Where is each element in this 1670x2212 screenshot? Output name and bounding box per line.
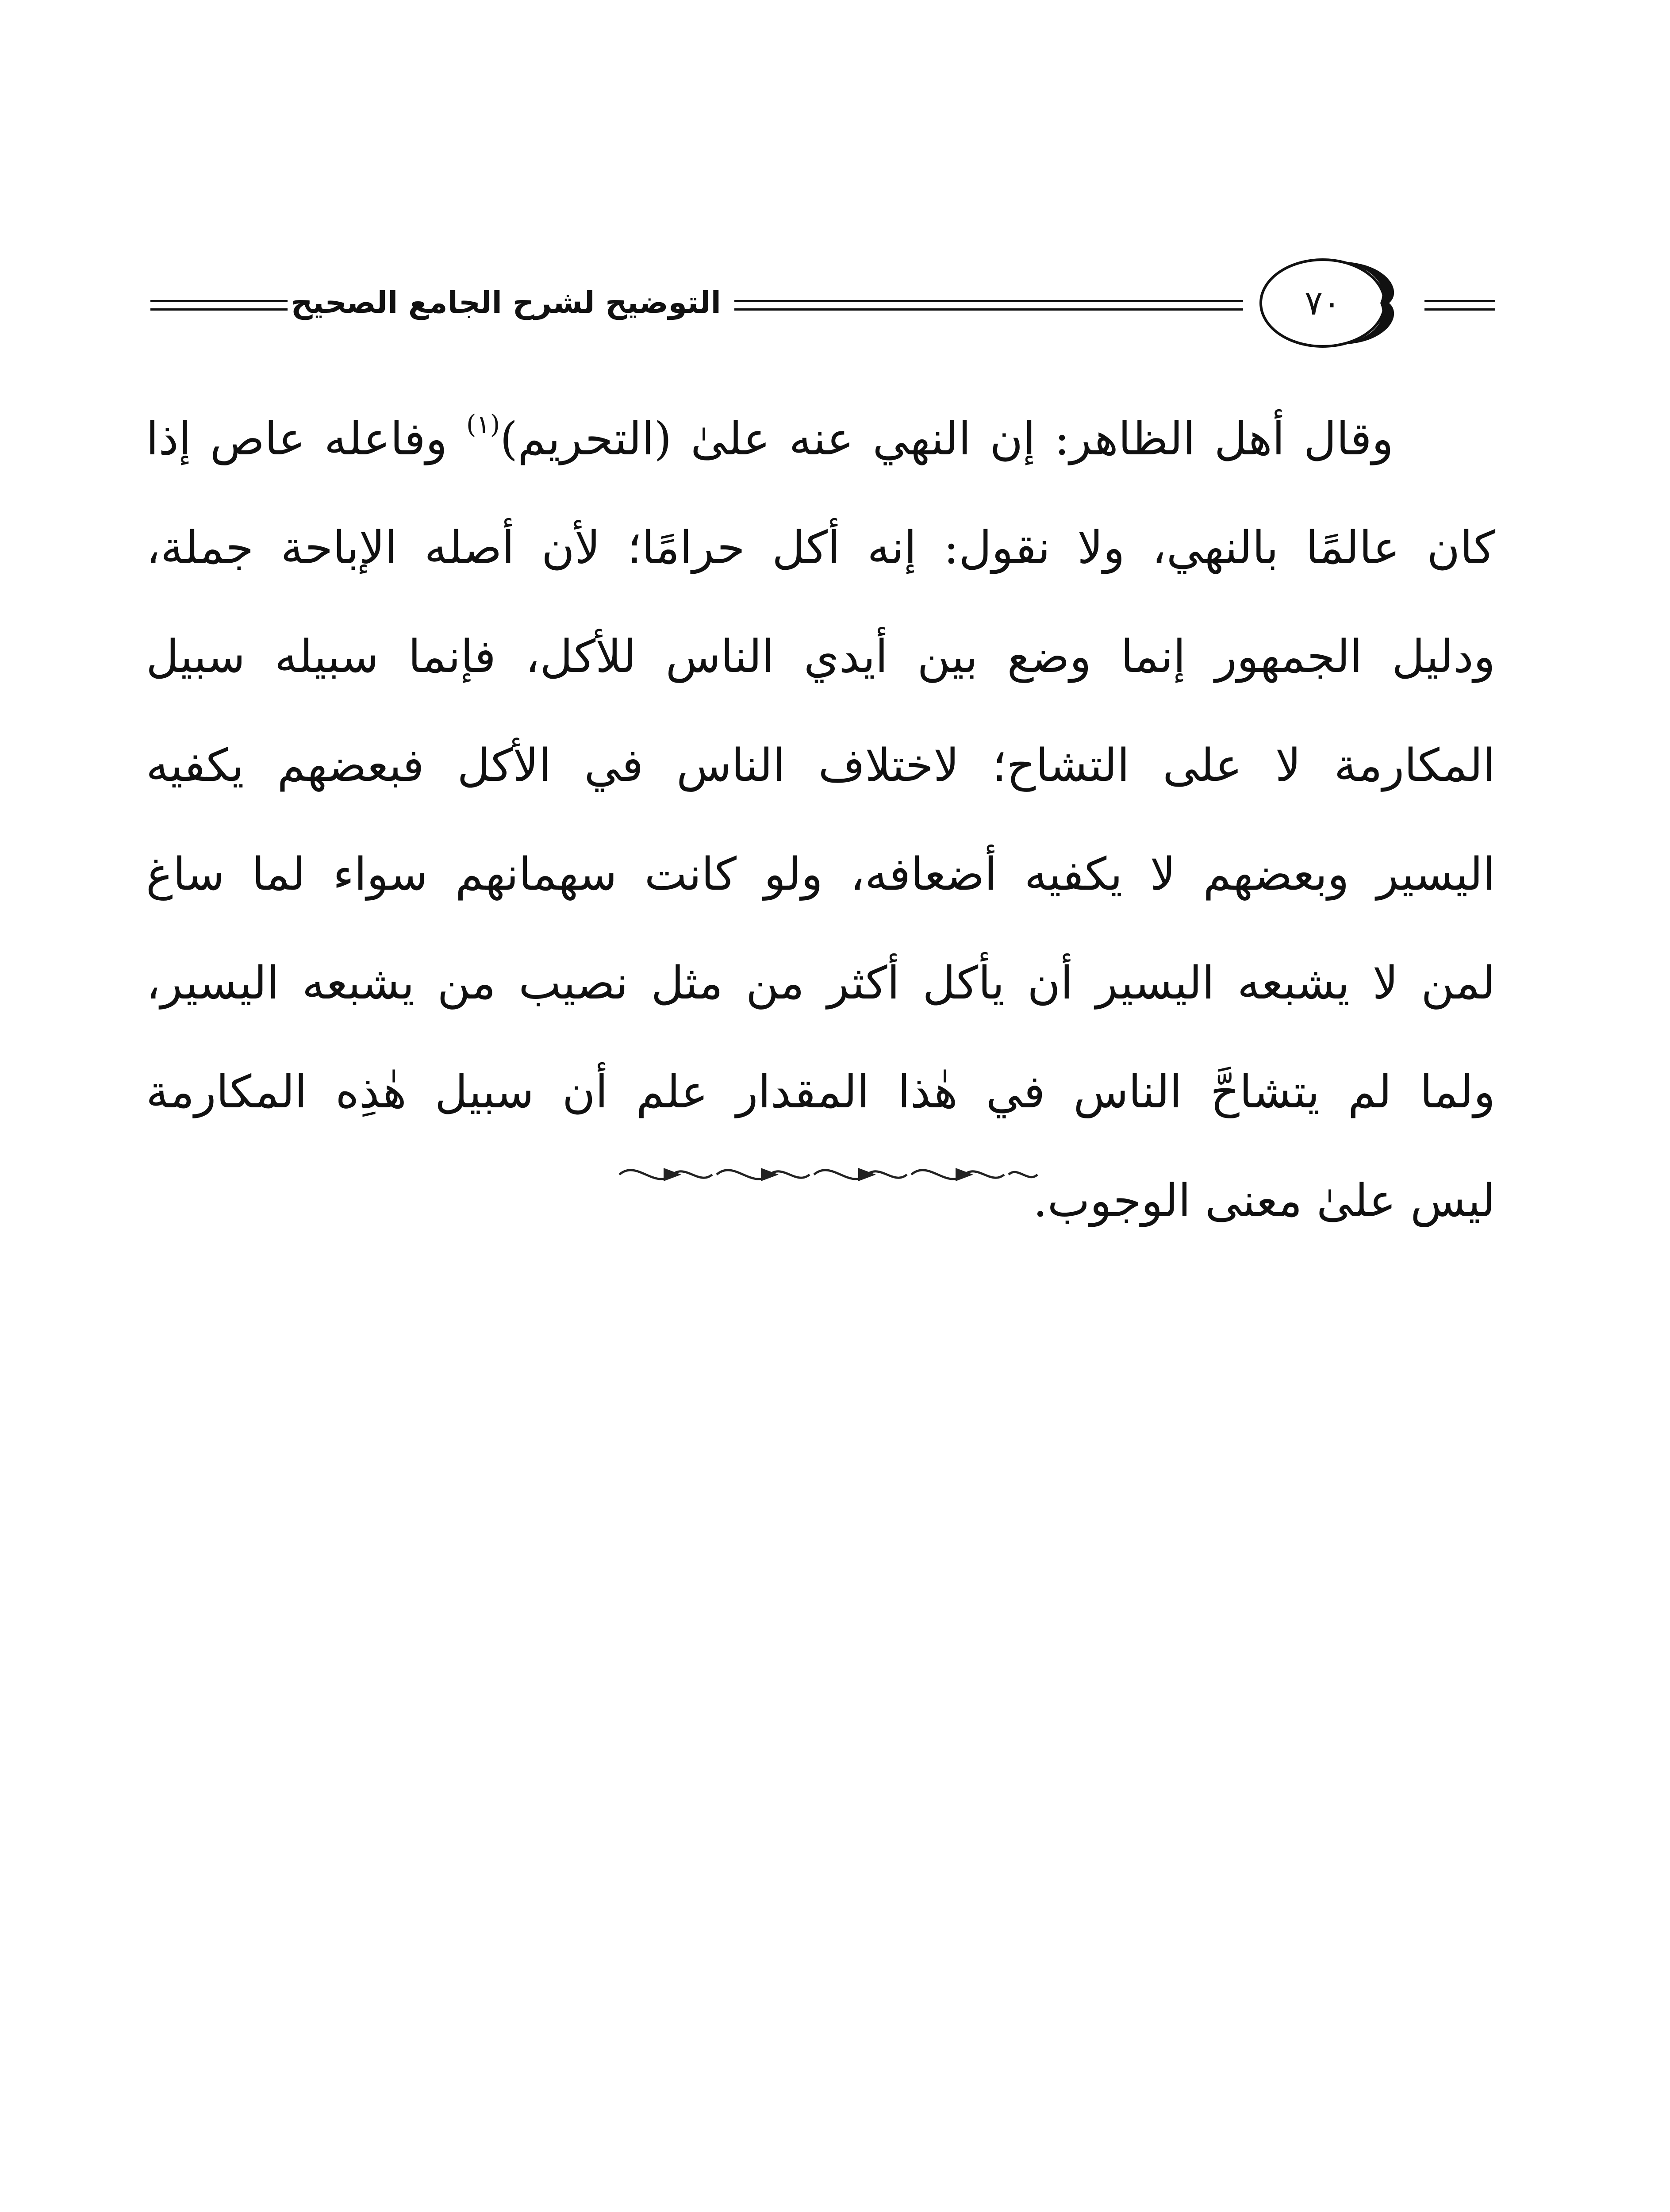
page-number: ٧٠ — [1305, 283, 1341, 323]
text-line-7: ولما لم يتشاحَّ الناس في هٰذا المقدار علم أن سبيل هٰذِه المكارمة — [146, 1066, 1495, 1118]
main-text — [146, 385, 1495, 1256]
text-line-4: المكارمة لا على التشاح؛ لاختلاف الناس في الأكل فبعضهم يكفيه — [146, 739, 1495, 792]
ornament-divider-icon — [610, 1155, 1044, 1194]
text-line-1 — [146, 385, 1495, 494]
page-header — [150, 248, 1495, 363]
header-rule-left — [150, 300, 288, 311]
page-number-badge — [1256, 252, 1416, 354]
text-line-1-start: وقال أهل الظاهر: إن النهي عنه علىٰ (التحريم) — [500, 413, 1394, 465]
text-line-1-end: وفاعله عاص إذا — [146, 413, 466, 465]
text-line-8: ليس علىٰ معنى الوجوب. — [1033, 1175, 1495, 1227]
header-rule-middle — [734, 300, 1243, 311]
text-line-2: كان عالمًا بالنهي، ولا نقول: إنه أكل حرامًا؛ لأن أصله الإباحة جملة، — [146, 522, 1496, 574]
running-title: التوضيح لشرح الجامع الصحيح — [291, 285, 721, 320]
text-line-5: اليسير وبعضهم لا يكفيه أضعافه، ولو كانت سهمانهم سواء لما ساغ — [146, 848, 1495, 901]
header-rule-right — [1424, 300, 1495, 311]
footnote-reference: (١) — [466, 409, 500, 439]
text-line-6: لمن لا يشبعه اليسير أن يأكل أكثر من مثل نصيب من يشبعه اليسير، — [146, 957, 1495, 1010]
text-line-3: ودليل الجمهور إنما وضع بين أيدي الناس للأكل، فإنما سبيله سبيل — [146, 630, 1495, 683]
